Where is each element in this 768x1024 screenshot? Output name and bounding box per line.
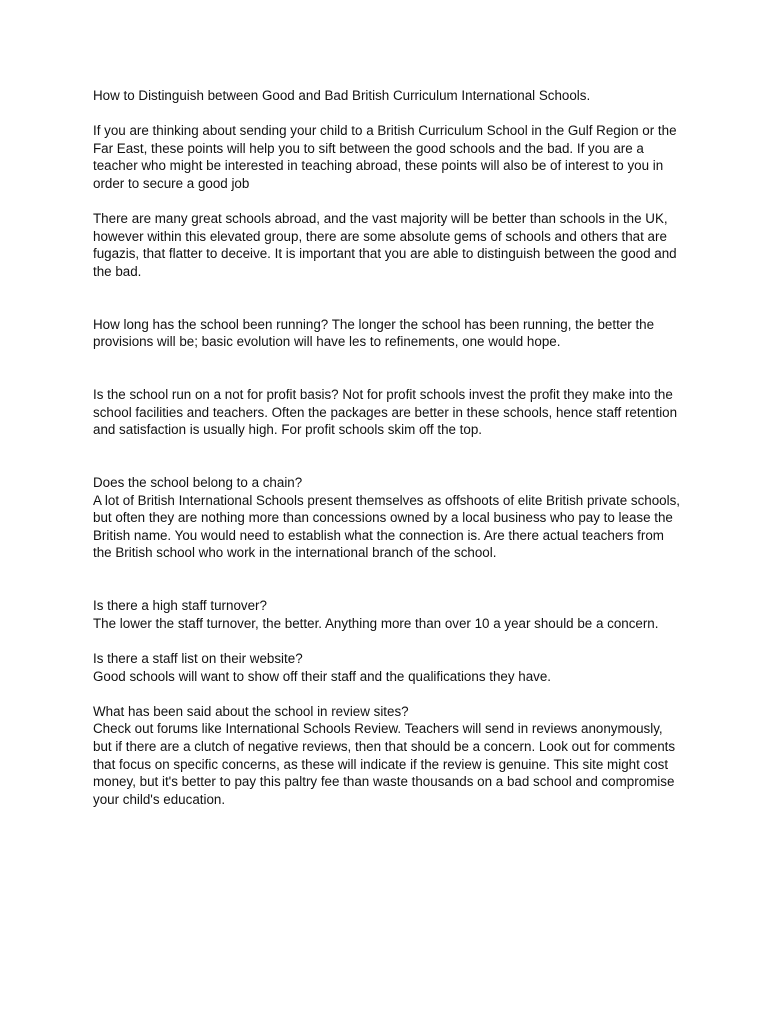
spacer (93, 562, 683, 597)
staff-list-answer: Good schools will want to show off their staff and the qualifications they have. (93, 668, 552, 684)
spacer (93, 105, 683, 123)
spacer (93, 439, 683, 474)
document-title: How to Distinguish between Good and Bad British Curriculum International Schools. (93, 88, 591, 103)
intro-paragraph-1: If you are thinking about sending your child to a British Curriculum School in the Gulf Region or the Far East, these points will help you to sift between the good schools and the bad. If you are a teacher who might be interested in teaching abroad, these points will also be of interest to you in order to secure a good job (93, 123, 677, 191)
spacer (93, 281, 683, 316)
point-school-running: How long has the school been running? The longer the school has been running, the better the provisions will be; basic evolution will have les to refinements, one would hope. (93, 316, 655, 350)
spacer (93, 685, 683, 703)
spacer (93, 193, 683, 211)
staff-list-question: Is there a staff list on their website? (93, 651, 303, 666)
spacer (93, 632, 683, 650)
chain-question: Does the school belong to a chain? (93, 475, 303, 491)
document-body (93, 87, 683, 808)
spacer (93, 351, 683, 386)
point-not-for-profit: Is the school run on a not for profit basis? Not for profit schools invest the profit they make into the school facilities and teachers. Often the packages are better in these schools, hence staff retention and satisfaction is usually high. For profit schools skim off the top. (93, 387, 678, 438)
chain-answer: A lot of British International Schools present themselves as offshoots of elite British private schools, but often they are nothing more than concessions owned by a local business who pay to lease the British name. You would need to establish what the connection is. Are there actual teachers from the British school who work in the international branch of the school. (93, 492, 681, 561)
review-question: What has been said about the school in review sites? (93, 703, 409, 719)
turnover-answer: The lower the staff turnover, the better. Anything more than over 10 a year should be a concern. (93, 615, 659, 631)
intro-paragraph-2: There are many great schools abroad, and the vast majority will be better than schools in the UK, however within this elevated group, there are some absolute gems of schools and others that are fugazis, that flatter to deceive. It is important that you are able to distinguish between the good and the bad. (93, 211, 677, 279)
review-answer: Check out forums like International Schools Review. Teachers will send in reviews anonymously, but if there are a clutch of negative reviews, then that should be a concern. Look out for comments that focus on specific concerns, as these will indicate if the review is genuine. This site might cost money, but it's better to pay this paltry fee than waste thousands on a bad school and compromise your child's education. (93, 721, 676, 807)
turnover-question: Is there a high staff turnover? (93, 598, 267, 614)
